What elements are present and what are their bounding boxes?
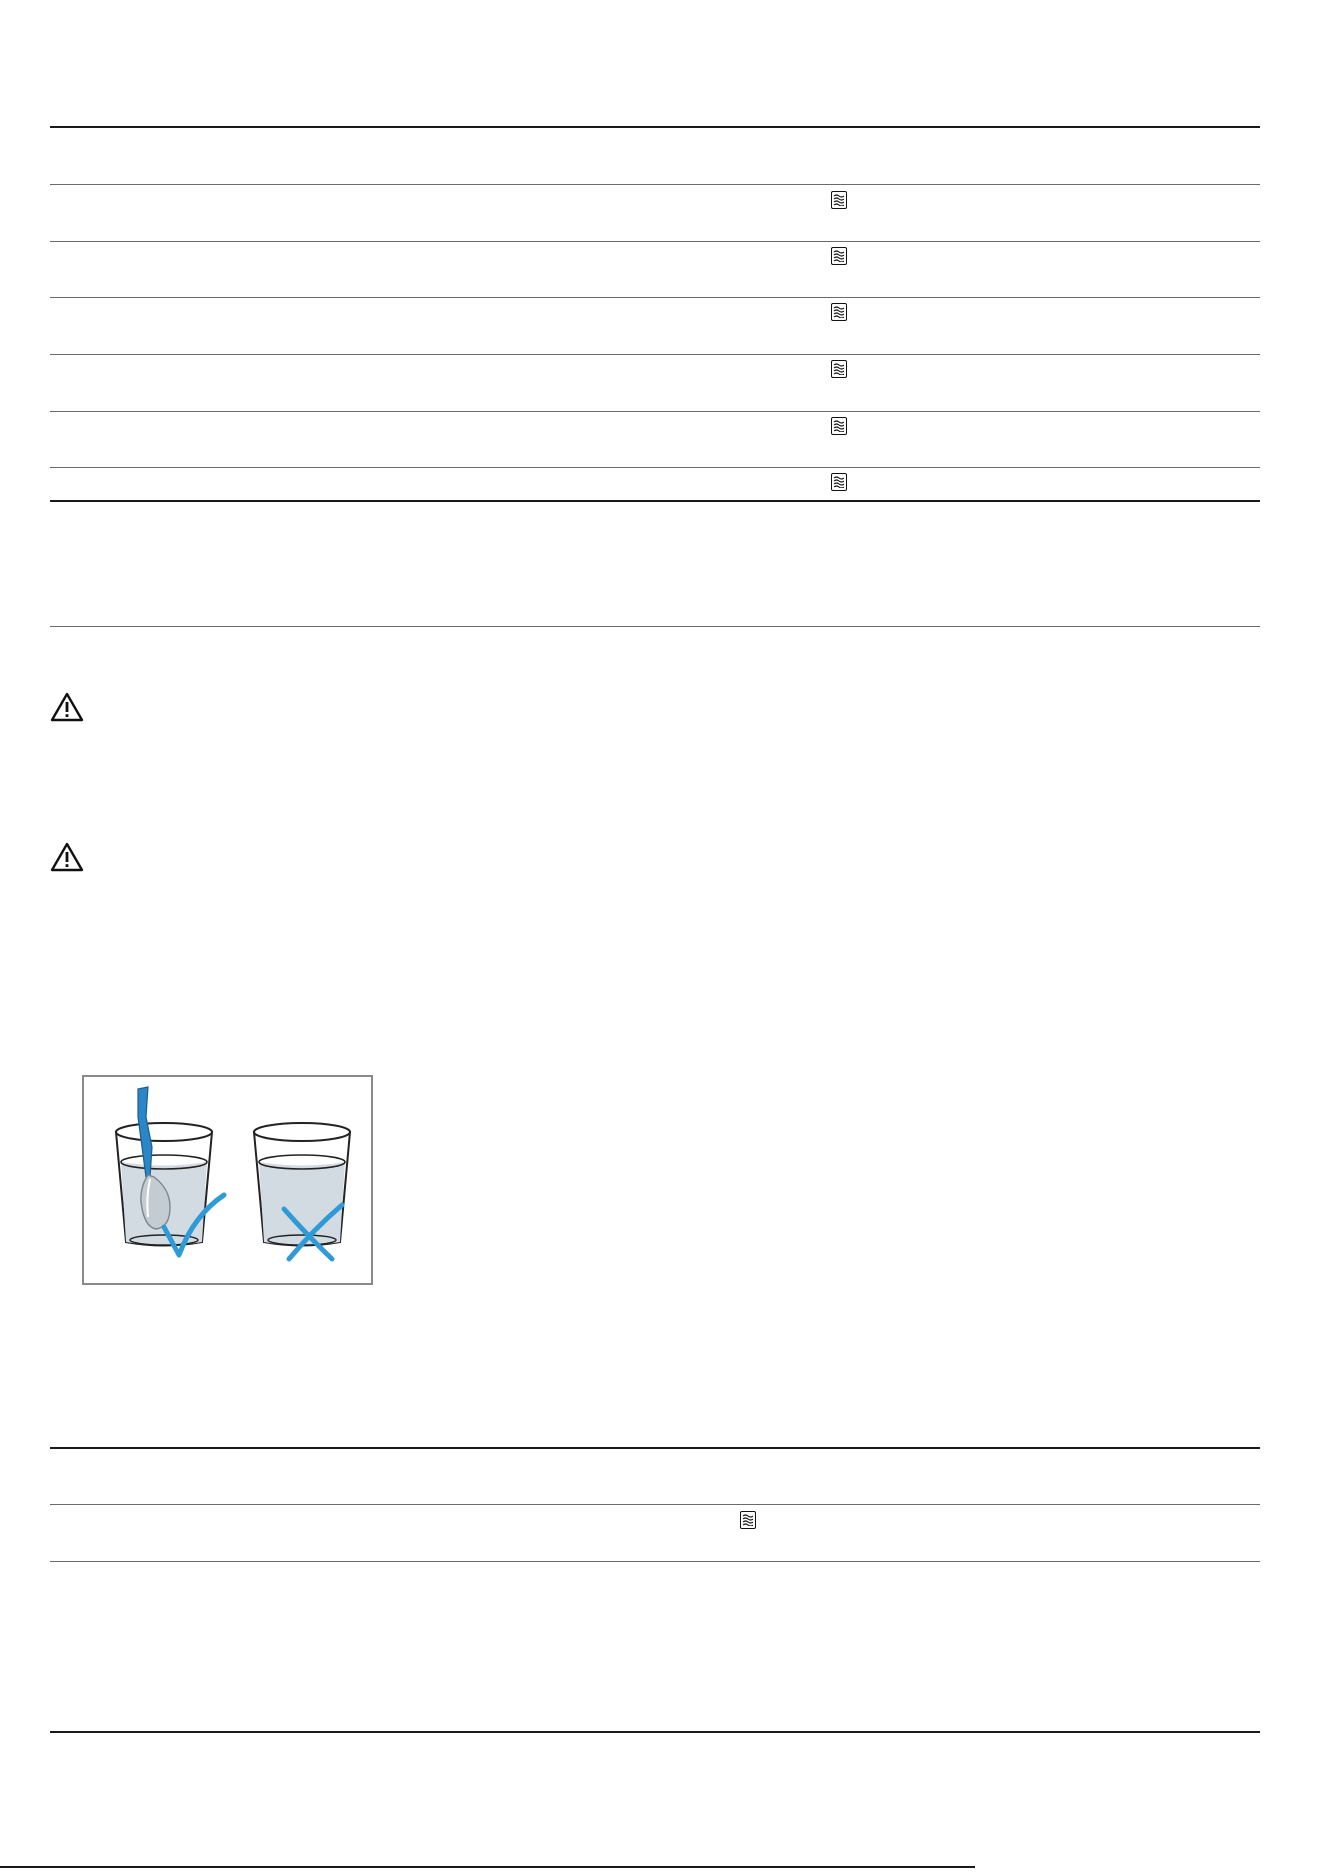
glass-with-spoon [116,1087,224,1255]
microwave-icon [831,417,847,435]
table-row-divider [50,241,1260,242]
footer-rule [0,1866,975,1868]
microwave-icon [831,360,847,378]
table-row-divider [50,1561,1260,1562]
table-row-divider [50,467,1260,468]
table-bottom-header-rule [50,1447,1260,1449]
table-row-divider [50,184,1260,185]
table-bottom-end-rule [50,1731,1260,1733]
table-top-bottom-rule [50,500,1260,502]
table-row-divider [50,411,1260,412]
table-row-divider [50,1504,1260,1505]
microwave-icon [831,473,847,491]
warning-triangle-icon [50,842,84,872]
table-note-rule [50,626,1260,627]
table-row-divider [50,354,1260,355]
microwave-icon [831,191,847,209]
warning-triangle-icon [50,692,84,722]
table-row-divider [50,297,1260,298]
table-top-header-rule [50,126,1260,128]
microwave-icon [831,303,847,321]
glass-without-spoon [254,1123,350,1259]
microwave-icon [740,1511,756,1529]
spoon-in-glass-illustration [82,1075,373,1285]
microwave-icon [831,247,847,265]
